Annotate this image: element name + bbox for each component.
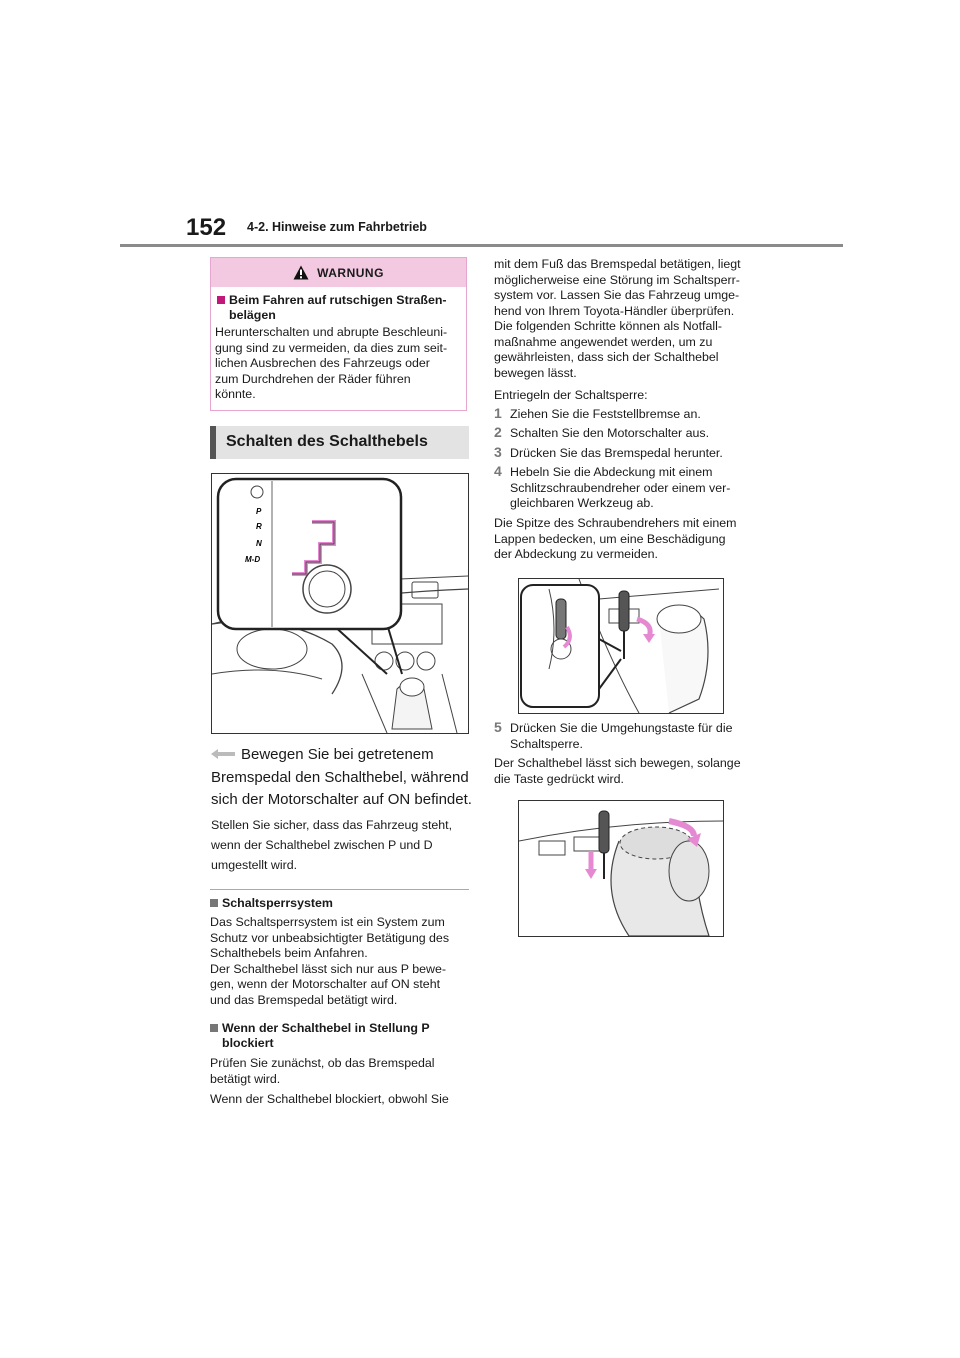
step-2: 2 Schalten Sie den Motorschalter aus. — [494, 424, 710, 440]
section-divider — [210, 889, 469, 890]
bullet-square-icon — [210, 1024, 218, 1032]
shift-label-n: N — [256, 539, 262, 548]
cover-removal-illustration — [518, 578, 724, 714]
warning-icon — [293, 265, 309, 280]
shift-label-p: P — [256, 507, 262, 516]
blocked-body: Prüfen Sie zunächst, ob das Bremspedal betätigt wird. Wenn der Schalthebel blockiert, obwohl Sie — [210, 1056, 449, 1106]
lock-system-heading: Schaltsperrsystem — [210, 896, 333, 911]
step-4: 4 Hebeln Sie die Abdeckung mit einem Schlitzschraubendreher oder einem ver- gleichbaren Werkzeug ab. — [494, 463, 731, 510]
warning-subtitle: Beim Fahren auf rutschigen Straßen- belägen — [217, 293, 473, 323]
section-heading: Schalten des Schalthebels — [210, 426, 469, 459]
step-1: 1 Ziehen Sie die Feststellbremse an. — [494, 405, 701, 421]
caption-line-2: Bremspedal den Schalthebel, während — [211, 769, 469, 786]
shift-label-r: R — [256, 522, 262, 531]
step-5: 5 Drücken Sie die Umgehungstaste für die Schaltsperre. — [494, 719, 733, 751]
blocked-heading: Wenn der Schalthebel in Stellung P blockiert — [210, 1021, 430, 1051]
tip-text: Die Spitze des Schraubendrehers mit einem Lappen bedecken, um eine Beschädigung der Abdeckung zu vermeiden. — [494, 516, 737, 561]
screwdriver-cover-drawing — [519, 579, 723, 713]
bullet-square-icon — [210, 899, 218, 907]
intro-text: mit dem Fuß das Bremspedal betätigen, liegt möglicherweise eine Störung im Schaltsperr- system vor. Lassen Sie das Fahrzeug umge- hend von Ihrem Toyota-Händler überprüfen. Die folgenden Schritte können als Notfall- maßnahme angewendet werden, um zu gewährleisten, dass sich der Schalthebel bewegen lässt. — [494, 257, 741, 380]
arrow-left-icon — [211, 749, 235, 759]
caption-note: Stellen Sie sicher, dass das Fahrzeug steht, wenn der Schalthebel zwischen P und D umgestellt wird. — [211, 818, 453, 872]
shift-label-md: M-D — [245, 555, 261, 564]
page-number: 152 — [186, 214, 227, 241]
screwdriver-bypass-drawing — [519, 801, 723, 936]
warning-box — [210, 257, 467, 411]
caption-line-3: sich der Motorschalter auf ON befindet. — [211, 791, 472, 808]
step-3: 3 Drücken Sie das Bremspedal herunter. — [494, 444, 723, 460]
warning-body: Herunterschalten und abrupte Beschleuni- gung sind zu vermeiden, da dies zum seit- lichen Ausbrechen des Fahrzeugs oder zum Durchdrehen der Räder führen könnte. — [215, 325, 448, 401]
bypass-button-illustration — [518, 800, 724, 937]
header-rule — [120, 244, 843, 247]
bullet-square-icon — [217, 296, 225, 304]
shift-lever-drawing — [212, 474, 468, 733]
warning-title: WARNUNG — [317, 265, 384, 280]
warning-header — [211, 258, 466, 287]
after-text: Der Schalthebel lässt sich bewegen, solange die Taste gedrückt wird. — [494, 756, 741, 786]
shift-lever-illustration — [211, 473, 469, 734]
section-title: 4-2. Hinweise zum Fahrbetrieb — [247, 220, 427, 234]
unlock-intro: Entriegeln der Schaltsperre: — [494, 388, 648, 402]
caption-line-1: Bewegen Sie bei getretenem — [241, 746, 434, 763]
lock-system-body: Das Schaltsperrsystem ist ein System zum Schutz vor unbeabsichtigter Betätigung des Schalthebels beim Anfahren. Der Schalthebel lässt sich nur aus P bewe- gen, wenn der Motorschalter auf ON steht und das Bremspedal betätigt wird. — [210, 915, 450, 1007]
